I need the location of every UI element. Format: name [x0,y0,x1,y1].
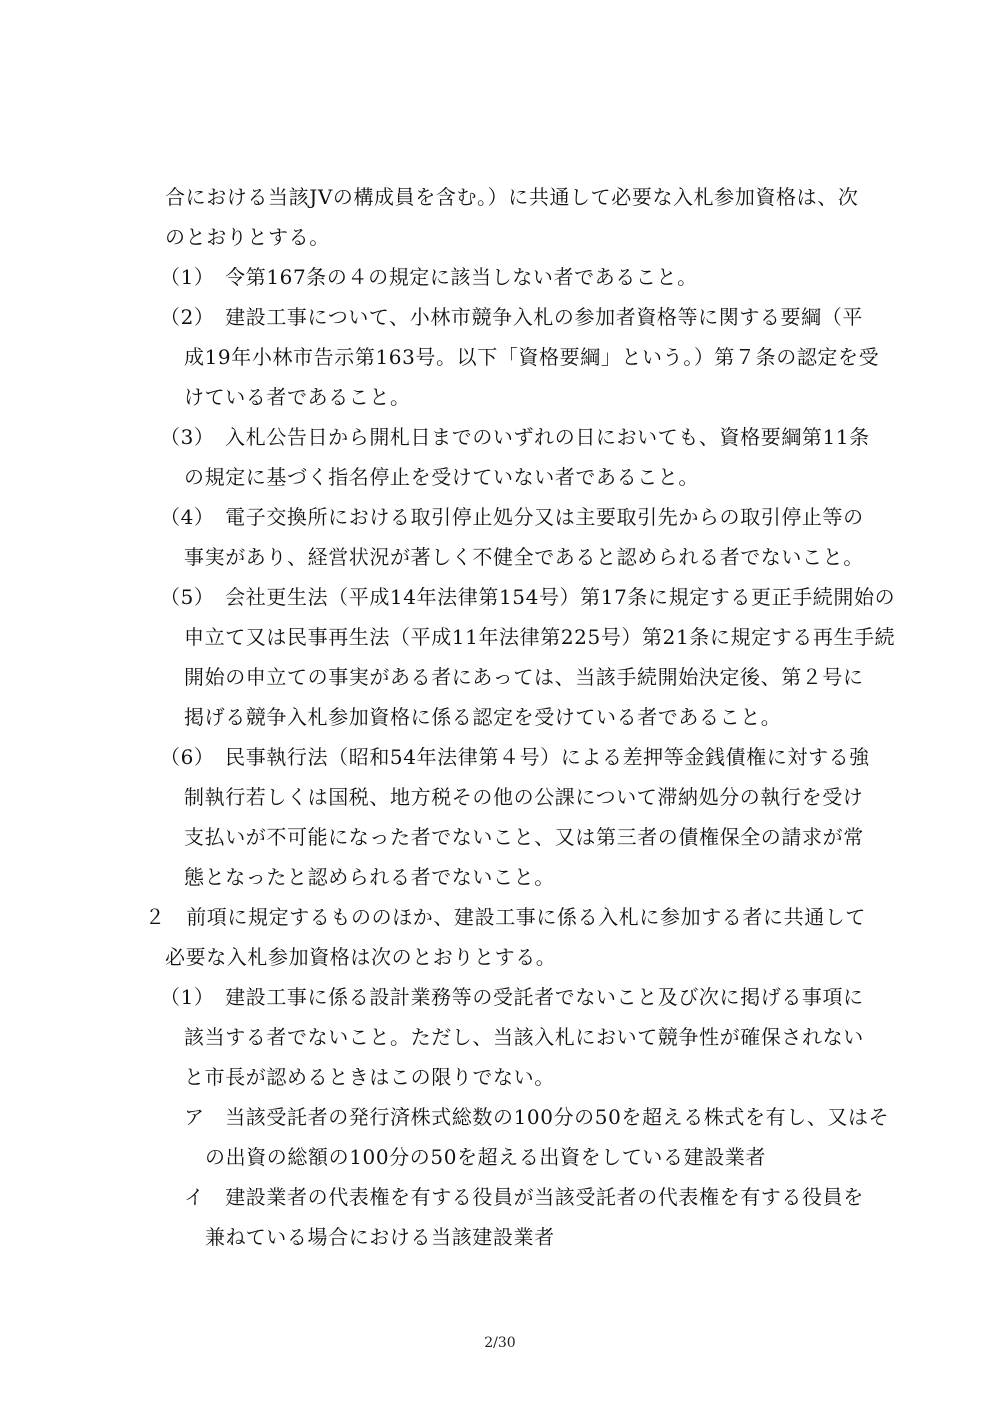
paragraph-line: ２ 前項に規定するもののほか、建設工事に係る入札に参加する者に共通して [145,905,866,929]
sub-item-line: ア 当該受託者の発行済株式総数の100分の50を超える株式を有し、又はそ [184,1105,890,1129]
list-item-line: 態となったと認められる者でないこと。 [184,865,555,889]
list-item-line: （6） 民事執行法（昭和54年法律第４号）による差押等金銭債権に対する強 [160,745,870,769]
list-item-line: （2） 建設工事について、小林市競争入札の参加者資格等に関する要綱（平 [160,305,863,329]
list-item-line: （1） 令第167条の４の規定に該当しない者であること。 [160,265,698,289]
list-item-line: 該当する者でないこと。ただし、当該入札において競争性が確保されない [184,1025,864,1049]
list-item-line: の規定に基づく指名停止を受けていない者であること。 [184,465,699,489]
paragraph-line: 合における当該JVの構成員を含む。）に共通して必要な入札参加資格は、次 [165,185,859,209]
page-number: 2/30 [484,1335,516,1351]
sub-item-line: の出資の総額の100分の50を超える出資をしている建設業者 [205,1145,767,1169]
paragraph-line: 必要な入札参加資格は次のとおりとする。 [165,945,557,969]
list-item-line: 申立て又は民事再生法（平成11年法律第225号）第21条に規定する再生手続 [184,625,896,649]
sub-item-line: 兼ねている場合における当該建設業者 [205,1225,555,1249]
sub-item-line: イ 建設業者の代表権を有する役員が当該受託者の代表権を有する役員を [184,1185,864,1209]
list-item-line: けている者であること。 [184,385,411,409]
list-item-line: 制執行若しくは国税、地方税その他の公課について滞納処分の執行を受け [184,785,864,809]
list-item-line: 支払いが不可能になった者でないこと、又は第三者の債権保全の請求が常 [184,825,864,849]
list-item-line: （3） 入札公告日から開札日までのいずれの日においても、資格要綱第11条 [160,425,870,449]
list-item-line: （5） 会社更生法（平成14年法律第154号）第17条に規定する更正手続開始の [160,585,896,609]
list-item-line: 開始の申立ての事実がある者にあっては、当該手続開始決定後、第２号に [184,665,864,689]
list-item-line: 成19年小林市告示第163号。以下「資格要綱」という。）第７条の認定を受 [184,345,880,369]
list-item-line: （4） 電子交換所における取引停止処分又は主要取引先からの取引停止等の [160,505,864,529]
list-item-line: と市長が認めるときはこの限りでない。 [184,1065,555,1089]
list-item-line: （1） 建設工事に係る設計業務等の受託者でないこと及び次に掲げる事項に [160,985,864,1009]
list-item-line: 掲げる競争入札参加資格に係る認定を受けている者であること。 [184,705,782,729]
list-item-line: 事実があり、経営状況が著しく不健全であると認められる者でないこと。 [184,545,864,569]
paragraph-line: のとおりとする。 [165,225,330,249]
